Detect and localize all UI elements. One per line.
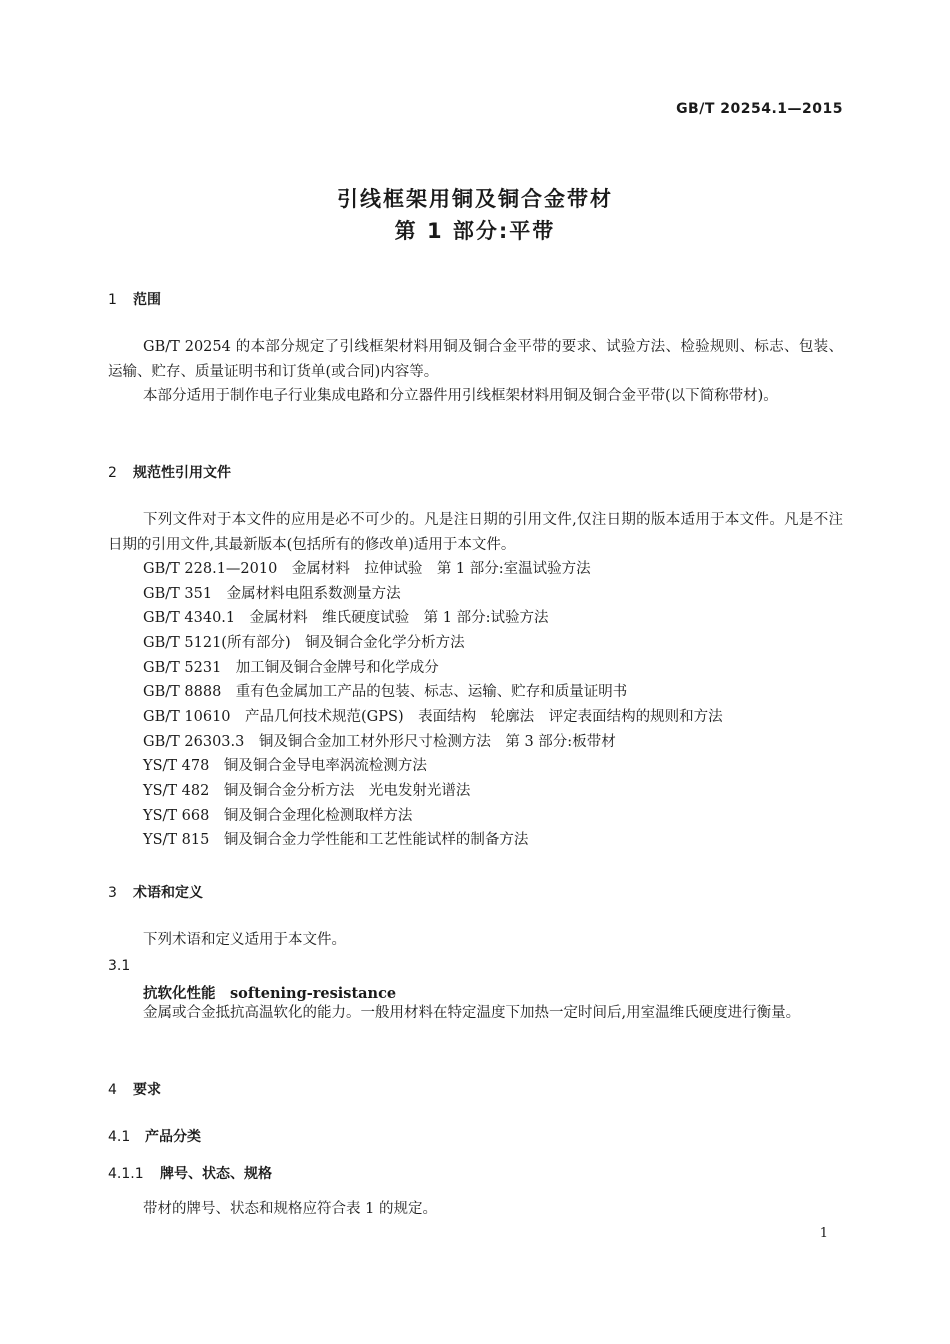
section-title: 术语和定义 <box>133 885 203 901</box>
reference-item: GB/T 26303.3 铜及铜合金加工材外形尺寸检测方法 第 3 部分:板带材 <box>143 734 616 750</box>
standard-number: GB/T 20254.1—2015 <box>676 101 843 117</box>
references-intro: 下列文件对于本文件的应用是必不可少的。凡是注日期的引用文件,仅注日期的版本适用于本文件。凡是不注日期的引用文件,其最新版本(包括所有的修改单)适用于本文件。 <box>108 512 843 553</box>
term-number: 3.1 <box>108 958 131 974</box>
section-3-heading <box>108 882 203 902</box>
section-4-heading <box>108 1079 161 1099</box>
requirements-paragraph: 带材的牌号、状态和规格应符合表 1 的规定。 <box>143 1201 437 1217</box>
section-2-heading <box>108 462 231 482</box>
section-number: 1 <box>108 292 117 308</box>
reference-item: YS/T 482 铜及铜合金分析方法 光电发射光谱法 <box>143 783 471 799</box>
reference-item: YS/T 668 铜及铜合金理化检测取样方法 <box>143 808 413 824</box>
reference-item: GB/T 5231 加工铜及铜合金牌号和化学成分 <box>143 660 439 676</box>
terms-intro: 下列术语和定义适用于本文件。 <box>143 932 346 948</box>
subsection-title: 牌号、状态、规格 <box>160 1166 272 1182</box>
reference-item: GB/T 10610 产品几何技术规范(GPS) 表面结构 轮廓法 评定表面结构的规则和方法 <box>143 709 723 725</box>
reference-item: GB/T 228.1—2010 金属材料 拉伸试验 第 1 部分:室温试验方法 <box>143 561 591 577</box>
section-1-heading <box>108 289 161 309</box>
scope-paragraph-1: GB/T 20254 的本部分规定了引线框架材料用铜及铜合金平带的要求、试验方法、检验规则、标志、包装、运输、贮存、质量证明书和订货单(或合同)内容等。 <box>108 339 843 380</box>
term-definition: 金属或合金抵抗高温软化的能力。一般用材料在特定温度下加热一定时间后,用室温维氏硬度进行衡量。 <box>143 1005 801 1021</box>
section-title: 要求 <box>133 1082 161 1098</box>
reference-item: YS/T 478 铜及铜合金导电率涡流检测方法 <box>143 758 427 774</box>
term-name: 抗软化性能 softening-resistance <box>143 985 397 1002</box>
section-title: 范围 <box>133 292 161 308</box>
subsection-number: 4.1.1 <box>108 1166 144 1182</box>
reference-item: YS/T 815 铜及铜合金力学性能和工艺性能试样的制备方法 <box>143 832 529 848</box>
subsection-title: 产品分类 <box>145 1129 201 1145</box>
page-number: 1 <box>819 1226 828 1241</box>
document-subtitle: 第 1 部分:平带 <box>394 219 556 243</box>
section-number: 4 <box>108 1082 117 1098</box>
document-title: 引线框架用铜及铜合金带材 <box>337 187 613 211</box>
subsection-number: 4.1 <box>108 1129 131 1145</box>
section-number: 2 <box>108 465 117 481</box>
scope-paragraph-2: 本部分适用于制作电子行业集成电路和分立器件用引线框架材料用铜及铜合金平带(以下简称带材)。 <box>143 388 778 404</box>
reference-item: GB/T 4340.1 金属材料 维氏硬度试验 第 1 部分:试验方法 <box>143 610 549 626</box>
subsection-4-1-1-heading <box>108 1163 272 1183</box>
subsection-4-1-heading <box>108 1126 201 1146</box>
reference-item: GB/T 8888 重有色金属加工产品的包装、标志、运输、贮存和质量证明书 <box>143 684 628 700</box>
section-title: 规范性引用文件 <box>133 465 231 481</box>
reference-item: GB/T 5121(所有部分) 铜及铜合金化学分析方法 <box>143 635 465 651</box>
section-number: 3 <box>108 885 117 901</box>
reference-item: GB/T 351 金属材料电阻系数测量方法 <box>143 586 401 602</box>
